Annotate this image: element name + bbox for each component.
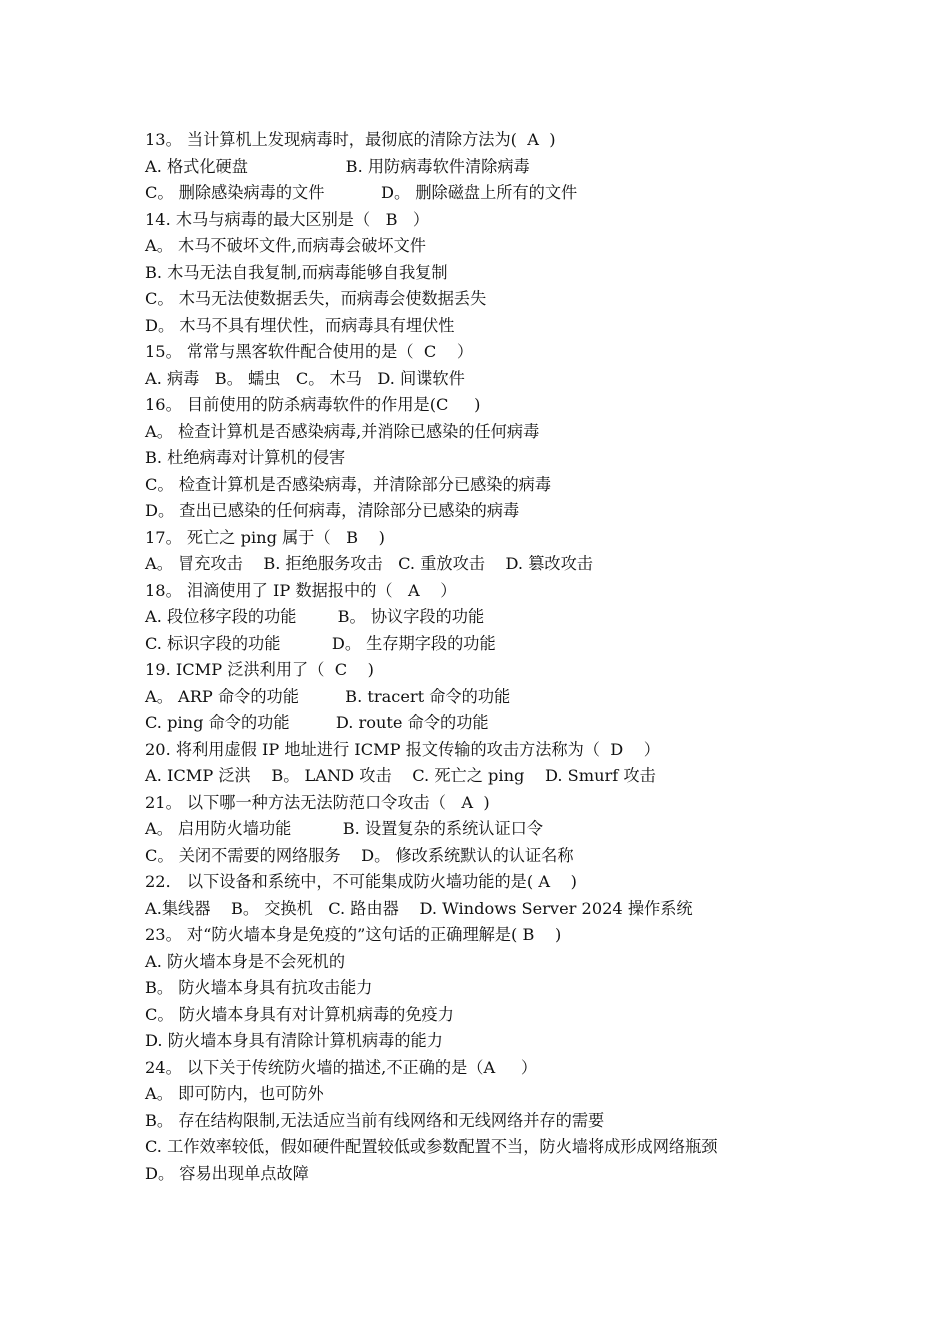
question-24-option-b: B。 存在结构限制,无法适应当前有线网络和无线网络并存的需要 bbox=[145, 1110, 605, 1130]
question-24-option-c: C. 工作效率较低，假如硬件配置较低或参数配置不当，防火墙将成形成网络瓶颈 bbox=[145, 1137, 718, 1156]
question-16-option-d: D。 查出已感染的任何病毒，清除部分已感染的病毒 bbox=[145, 501, 520, 520]
question-20-options: A. ICMP 泛洪 B。 LAND 攻击 C. 死亡之 ping D. Smurf 攻击 bbox=[145, 766, 656, 785]
question-19-options-cd: C. ping 命令的功能 D. route 命令的功能 bbox=[145, 713, 489, 732]
question-23-stem: 23。 对“防火墙本身是免疫的”这句话的正确理解是( B ) bbox=[145, 925, 562, 944]
question-21-options-ab: A。 启用防火墙功能 B. 设置复杂的系统认证口令 bbox=[145, 819, 544, 838]
question-24-option-a: A。 即可防内，也可防外 bbox=[145, 1084, 324, 1103]
question-14-option-c: C。 木马无法使数据丢失，而病毒会使数据丢失 bbox=[145, 289, 487, 308]
question-18-options-ab: A. 段位移字段的功能 B。 协议字段的功能 bbox=[145, 607, 485, 626]
question-16-option-c: C。 检查计算机是否感染病毒，并清除部分已感染的病毒 bbox=[145, 474, 552, 494]
question-21-stem: 21。 以下哪一种方法无法防范口令攻击（ A ) bbox=[145, 792, 490, 812]
question-24-option-d: D。 容易出现单点故障 bbox=[145, 1163, 309, 1183]
question-16-stem: 16。 目前使用的防杀病毒软件的作用是(C ) bbox=[145, 395, 481, 414]
question-23-option-b: B。 防火墙本身具有抗攻击能力 bbox=[145, 978, 373, 997]
question-22-stem: 22． 以下设备和系统中，不可能集成防火墙功能的是( A ) bbox=[145, 872, 577, 891]
question-14-option-d: D。 木马不具有埋伏性，而病毒具有埋伏性 bbox=[145, 315, 455, 335]
question-14-stem: 14. 木马与病毒的最大区别是（ B ） bbox=[145, 209, 430, 229]
question-23-option-d: D. 防火墙本身具有清除计算机病毒的能力 bbox=[145, 1031, 443, 1050]
question-18-stem: 18。 泪滴使用了 IP 数据报中的（ A ） bbox=[145, 580, 457, 600]
question-14-option-b: B. 木马无法自我复制,而病毒能够自我复制 bbox=[145, 262, 448, 282]
question-22-options: A.集线器 B。 交换机 C. 路由器 D. Windows Server 2024 操作系统 bbox=[145, 898, 693, 918]
question-15-stem: 15。 常常与黑客软件配合使用的是（ C ） bbox=[145, 342, 474, 361]
question-13-stem: 13。 当计算机上发现病毒时，最彻底的清除方法为( A ) bbox=[145, 130, 556, 149]
question-15-options: A. 病毒 B。 蠕虫 C。 木马 D. 间谍软件 bbox=[145, 368, 465, 388]
question-14-option-a: A。 木马不破坏文件,而病毒会破坏文件 bbox=[145, 236, 426, 255]
question-13-options-cd: C。 删除感染病毒的文件 D。 删除磁盘上所有的文件 bbox=[145, 183, 578, 202]
question-24-stem: 24。 以下关于传统防火墙的描述,不正确的是（A ） bbox=[145, 1057, 538, 1077]
question-19-options-ab: A。 ARP 命令的功能 B. tracert 命令的功能 bbox=[145, 686, 511, 706]
question-17-stem: 17。 死亡之 ping 属于（ B ) bbox=[145, 527, 385, 547]
question-13-options-ab: A. 格式化硬盘 B. 用防病毒软件清除病毒 bbox=[145, 156, 530, 176]
question-17-options: A。 冒充攻击 B. 拒绝服务攻击 C. 重放攻击 D. 篡改攻击 bbox=[145, 554, 593, 573]
question-19-stem: 19. ICMP 泛洪利用了（ C ) bbox=[145, 660, 374, 679]
question-23-option-a: A. 防火墙本身是不会死机的 bbox=[145, 951, 346, 971]
question-23-option-c: C。 防火墙本身具有对计算机病毒的免疫力 bbox=[145, 1004, 454, 1024]
question-list bbox=[145, 127, 845, 1187]
question-16-option-b: B. 杜绝病毒对计算机的侵害 bbox=[145, 448, 346, 467]
question-16-option-a: A。 检查计算机是否感染病毒,并消除已感染的任何病毒 bbox=[145, 421, 540, 441]
question-21-options-cd: C。 关闭不需要的网络服务 D。 修改系统默认的认证名称 bbox=[145, 845, 574, 865]
question-20-stem: 20. 将利用虚假 IP 地址进行 ICMP 报文传输的攻击方法称为（ D ） bbox=[145, 739, 660, 759]
question-18-options-cd: C. 标识字段的功能 D。 生存期字段的功能 bbox=[145, 633, 496, 653]
